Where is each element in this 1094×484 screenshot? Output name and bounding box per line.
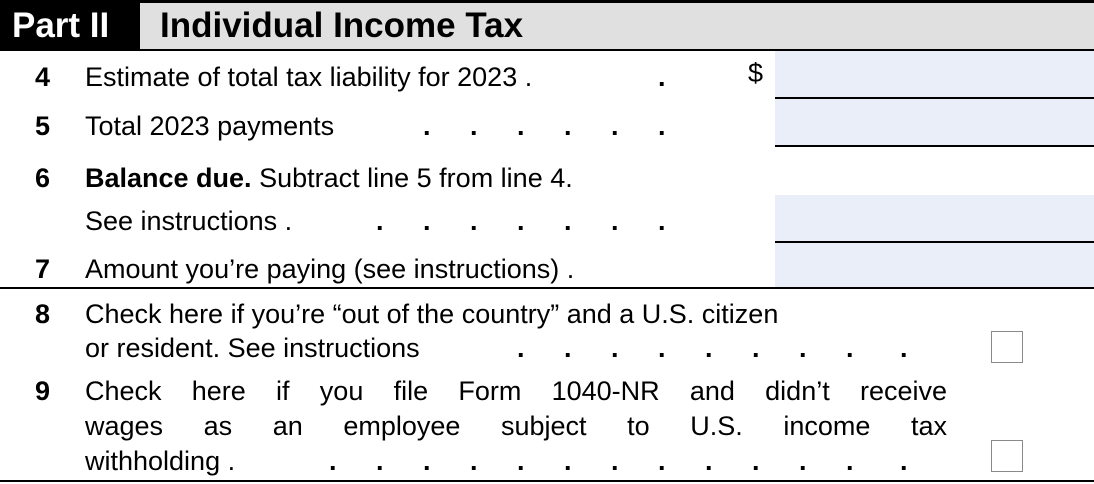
line-7-input[interactable] — [775, 243, 1094, 287]
leader-dot: . — [752, 333, 760, 363]
line-4-label: Estimate of total tax liability for 2023 . — [85, 62, 533, 92]
leader-dot: . — [517, 206, 525, 236]
line-9-label-2: wages as an employee subject to U.S. income tax — [85, 411, 947, 441]
line-5-input[interactable] — [775, 99, 1094, 145]
line-4-number: 4 — [35, 62, 51, 92]
leader-dot: . — [658, 206, 666, 236]
leader-dot: . — [705, 446, 713, 476]
line-5-number: 5 — [35, 111, 51, 141]
leader-dot: . — [517, 446, 525, 476]
leader-dot: . — [705, 333, 713, 363]
leader-dot: . — [799, 333, 807, 363]
line-6-bold-label: Balance due. — [85, 163, 252, 193]
leader-dot: . — [564, 206, 572, 236]
part-label: Part II — [0, 3, 140, 49]
leader-dot: . — [423, 111, 431, 141]
line-5-input-underline — [775, 145, 1094, 147]
leader-dot: . — [470, 111, 478, 141]
line-8-checkbox[interactable] — [991, 331, 1023, 363]
leader-dot: . — [470, 446, 478, 476]
line-6-input[interactable] — [775, 195, 1094, 241]
leader-dot: . — [900, 333, 908, 363]
part-title: Individual Income Tax — [160, 6, 524, 45]
leader-dot: . — [423, 206, 431, 236]
line-6-number: 6 — [35, 163, 51, 193]
leader-dot: . — [564, 446, 572, 476]
leader-dot: . — [423, 446, 431, 476]
line-8-label-2: or resident. See instructions — [85, 333, 420, 363]
leader-dot: . — [611, 111, 619, 141]
leader-dot: . — [470, 206, 478, 236]
line-9-number: 9 — [35, 376, 51, 406]
leader-dot: . — [658, 111, 666, 141]
leader-dot: . — [517, 111, 525, 141]
leader-dot: . — [564, 333, 572, 363]
leader-dot: . — [658, 446, 666, 476]
leader-dot: . — [376, 206, 384, 236]
leader-dot: . — [658, 333, 666, 363]
leader-dot: . — [517, 333, 525, 363]
line-6-label — [85, 163, 573, 194]
line-5-label: Total 2023 payments — [85, 111, 335, 141]
leader-dot: . — [799, 446, 807, 476]
leader-dot: . — [376, 446, 384, 476]
leader-dot: . — [846, 446, 854, 476]
line-8-number: 8 — [35, 299, 51, 329]
leader-dot: . — [611, 206, 619, 236]
leader-dot: . — [329, 446, 337, 476]
leader-dot: . — [846, 333, 854, 363]
leader-dot: . — [752, 446, 760, 476]
leader-dot: . — [900, 446, 908, 476]
line-7-label: Amount you’re paying (see instructions) . — [85, 254, 575, 284]
leader-dot: . — [611, 446, 619, 476]
line-4-input[interactable] — [775, 51, 1094, 97]
leader-dot: . — [564, 111, 572, 141]
line-9-label-1: Check here if you file Form 1040-NR and didn’t receive — [85, 376, 947, 406]
leader-dot: . — [611, 333, 619, 363]
line-6-label-2: See instructions . — [85, 206, 293, 236]
line-4-currency: $ — [748, 58, 764, 88]
line-7-number: 7 — [35, 254, 51, 284]
leader-dot: . — [658, 62, 666, 92]
bottom-rule — [0, 480, 1094, 482]
line-6-text: Subtract line 5 from line 4. — [259, 163, 573, 193]
line-9-label-3: withholding . — [85, 446, 236, 476]
section-rule — [0, 287, 1094, 289]
line-9-checkbox[interactable] — [991, 440, 1023, 472]
line-8-label-1: Check here if you’re “out of the country” and a U.S. citizen — [85, 299, 779, 329]
